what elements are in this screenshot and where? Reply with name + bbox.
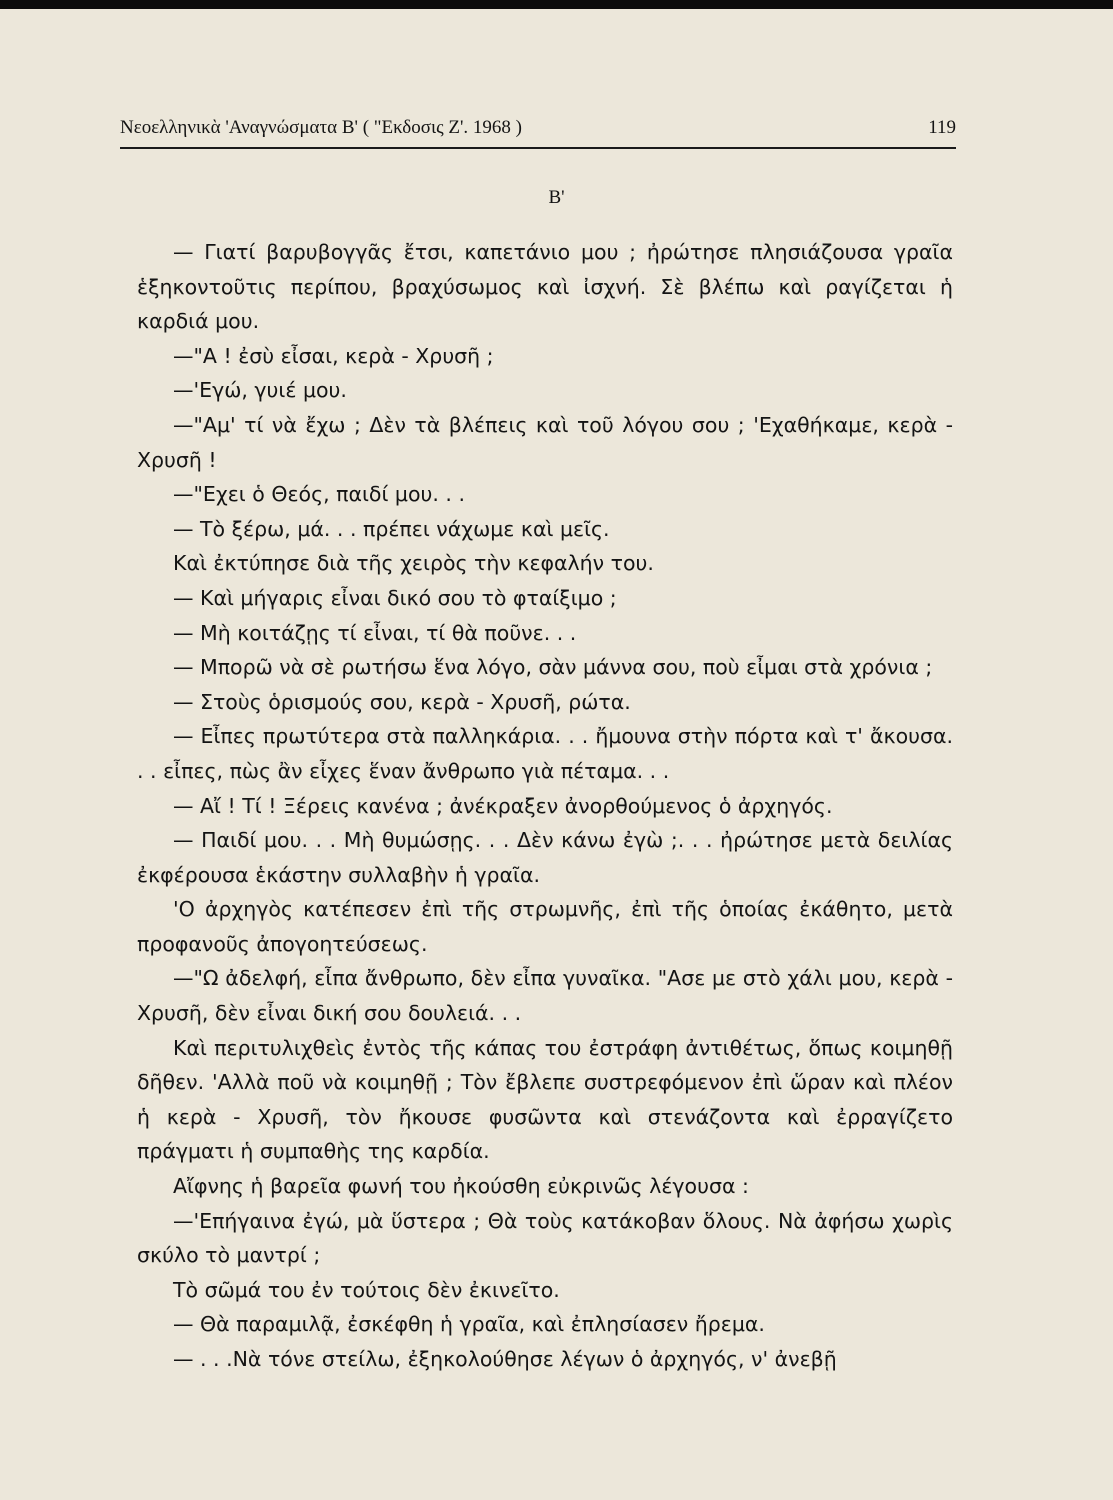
running-header (120, 117, 956, 147)
body-text (137, 235, 953, 1377)
paragraph: — Εἶπες πρωτύτερα στὰ παλληκάρια. . . ἤμουνα στὴν πόρτα καὶ τ' ἄκουσα. . . εἶπες, πὼς ἂν εἶχες ἕναν ἄνθρωπο γιὰ πέταμα. . . (137, 724, 953, 783)
paragraph: Αἴφνης ἡ βαρεῖα φωνή του ἠκούσθη εὐκρινῶς λέγουσα : (173, 1174, 749, 1199)
paragraph: —"Εχει ὁ Θεός, παιδί μου. . . (173, 482, 465, 507)
paragraph: —'Επήγαινα ἐγώ, μὰ ὕστερα ; Θὰ τοὺς κατάκοβαν ὅλους. Νὰ ἀφήσω χωρὶς σκύλο τὸ μαντρί ; (137, 1208, 953, 1268)
paragraph: — Γιατί βαρυβογγᾶς ἔτσι, καπετάνιο μου ; ἠρώτησε πλησιάζουσα γραῖα ἑξηκοντοῦτις περίπου, βραχύσωμος καὶ ἰσχνή. Σὲ βλέπω καὶ ραγίζεται ἡ καρδιά μου. (137, 240, 953, 334)
paragraph: — Μὴ κοιτάζῃς τί εἶναι, τί θὰ ποῦνε. . . (173, 620, 577, 645)
paragraph: 'Ο ἀρχηγὸς κατέπεσεν ἐπὶ τῆς στρωμνῆς, ἐπὶ τῆς ὁποίας ἐκάθητο, μετὰ προφανοῦς ἀπογοητεύσεως. (137, 897, 953, 956)
paragraph: —"Α ! ἐσὺ εἶσαι, κερὰ - Χρυσῆ ; (173, 343, 494, 368)
page-number: 119 (928, 117, 956, 138)
scan-top-edge (0, 0, 1113, 9)
paragraph: — Μπορῶ νὰ σὲ ρωτήσω ἕνα λόγο, σὰν μάννα σου, ποὺ εἶμαι στὰ χρόνια ; (173, 655, 933, 680)
paragraph: —"Ω ἀδελφή, εἶπα ἄνθρωπο, δὲν εἶπα γυναῖκα. "Ασε με στὸ χάλι μου, κερὰ - Χρυσῆ, δὲν εἶναι δική σου δουλειά. . . (137, 966, 953, 1026)
paragraph: — . . .Νὰ τόνε στείλω, ἐξηκολούθησε λέγων ὁ ἀρχηγός, ν' ἀνεβῇ (173, 1347, 837, 1371)
paragraph: — Θὰ παραμιλᾷ, ἐσκέφθη ἡ γραῖα, καὶ ἐπλησίασεν ἤρεμα. (173, 1312, 765, 1337)
section-heading: Β' (548, 187, 565, 208)
header-rule (120, 147, 956, 149)
paragraph: — Παιδί μου. . . Μὴ θυμώσῃς. . . Δὲν κάνω ἐγὼ ;. . . ἠρώτησε μετὰ δειλίας ἐκφέρουσα ἑκάστην συλλαβὴν ἡ γραῖα. (137, 828, 953, 887)
paragraph: Καὶ ἐκτύπησε διὰ τῆς χειρὸς τὴν κεφαλήν του. (173, 551, 654, 576)
book-page (0, 9, 1113, 1500)
paragraph: — Στοὺς ὁρισμούς σου, κερὰ - Χρυσῆ, ρώτα. (173, 689, 631, 714)
paragraph: —'Εγώ, γυιέ μου. (173, 378, 347, 403)
paragraph: Καὶ περιτυλιχθεὶς ἐντὸς τῆς κάπας του ἐστράφη ἀντιθέτως, ὅπως κοιμηθῇ δῆθεν. 'Αλλὰ ποῦ νὰ κοιμηθῇ ; Τὸν ἔβλεπε συστρεφόμενον ἐπὶ ὥραν καὶ πλέον ἡ κερὰ - Χρυσῆ, τὸν ἤκουσε φυσῶντα καὶ στενάζοντα καὶ ἐρραγίζετο πράγματι ἡ συμπαθὴς της καρδία. (137, 1035, 953, 1164)
paragraph: — Τὸ ξέρω, μά. . . πρέπει νάχωμε καὶ μεῖς. (173, 516, 610, 541)
paragraph: — Καὶ μήγαρις εἶναι δικό σου τὸ φταίξιμο ; (173, 585, 617, 610)
running-title: Νεοελληνικὰ 'Αναγνώσματα Β' ( "Εκδοσις Ζ'. 1968 ) (120, 117, 522, 138)
paragraph: Τὸ σῶμά του ἐν τούτοις δὲν ἐκινεῖτο. (173, 1277, 560, 1302)
paragraph: — Αἴ ! Τί ! Ξέρεις κανένα ; ἀνέκραξεν ἀνορθούμενος ὁ ἀρχηγός. (173, 793, 833, 818)
paragraph: —"Αμ' τί νὰ ἔχω ; Δὲν τὰ βλέπεις καὶ τοῦ λόγου σου ; 'Εχαθήκαμε, κερὰ - Χρυσῆ ! (137, 412, 953, 472)
